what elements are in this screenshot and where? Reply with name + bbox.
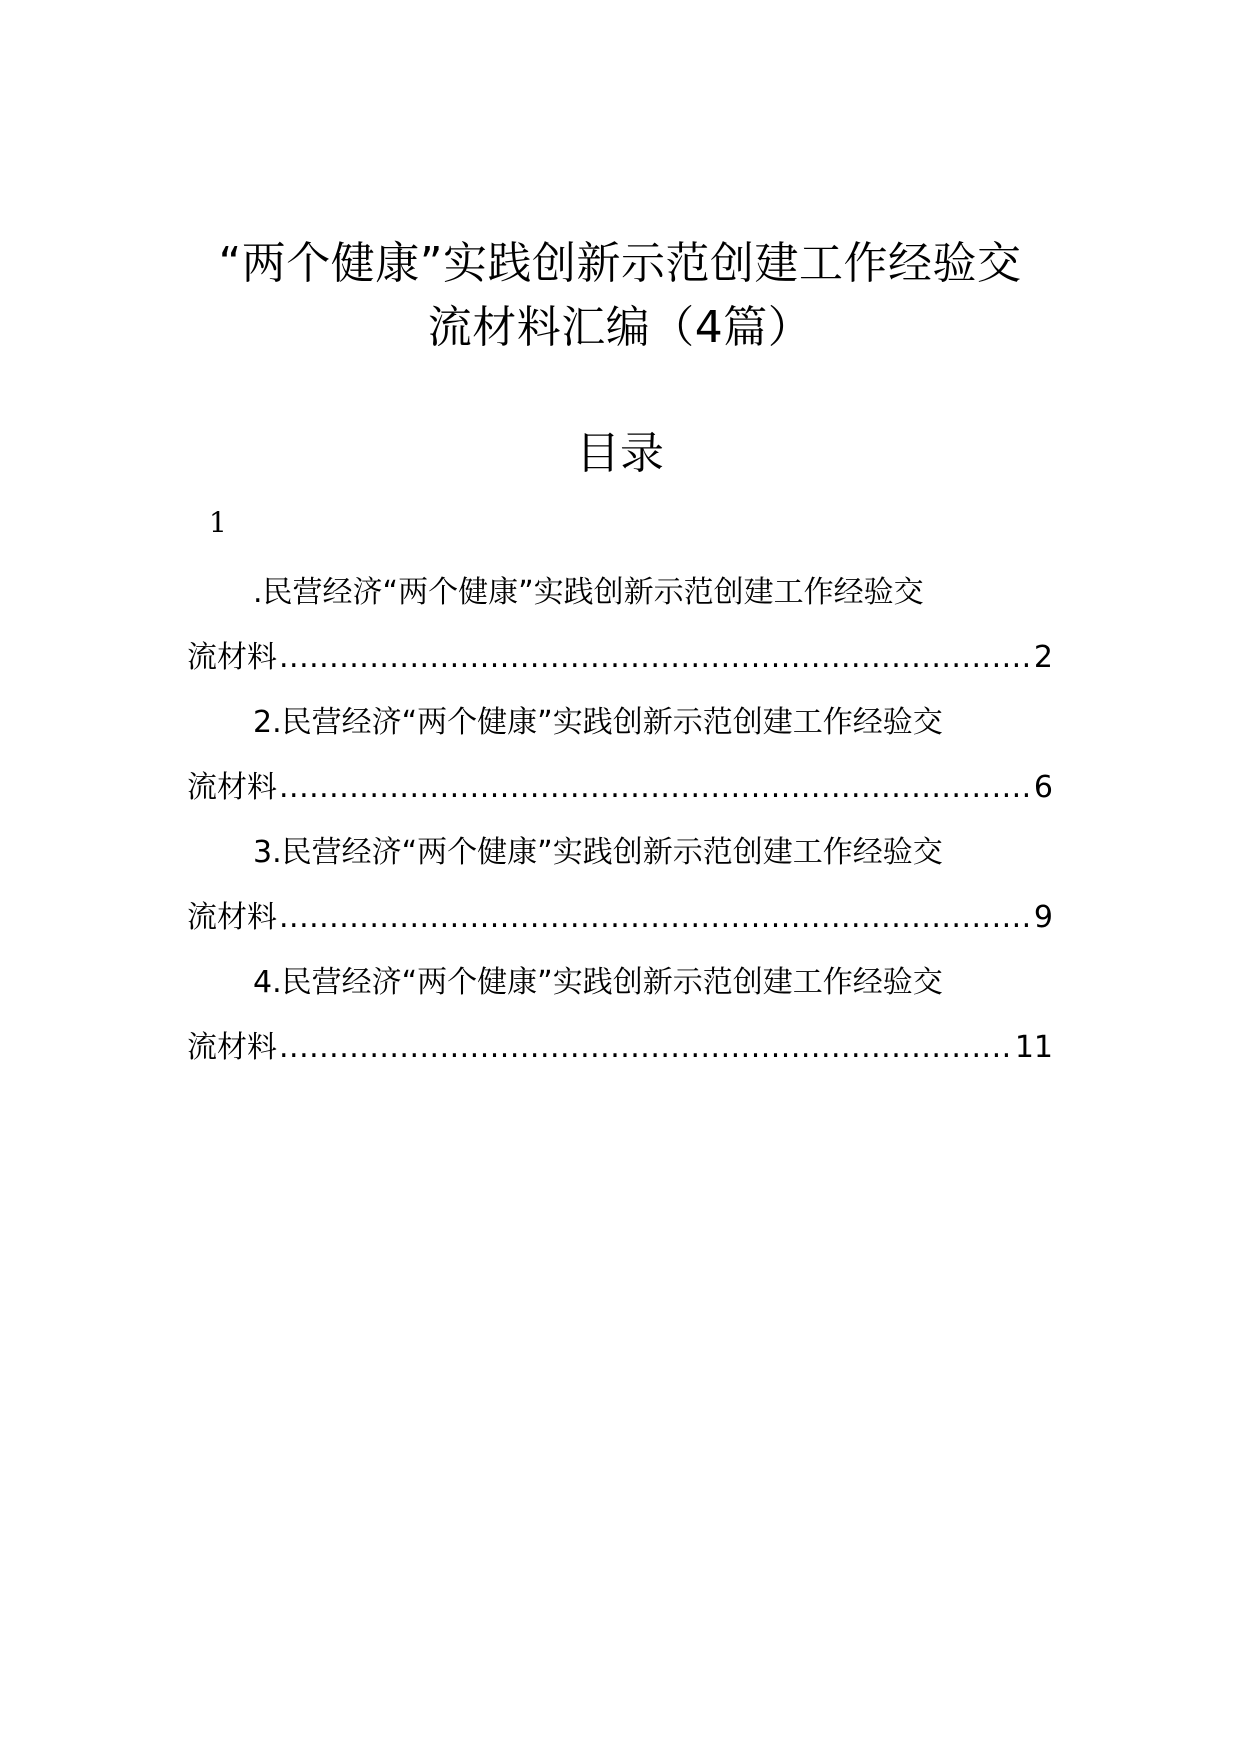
toc-entry-4[interactable] <box>187 950 1053 1080</box>
document-title-line-1: “两个健康”实践创新示范创建工作经验交 <box>218 238 1022 289</box>
toc-dot-leader <box>279 1015 1013 1080</box>
toc-entry-title: 2.民营经济“两个健康”实践创新示范创建工作经验交 <box>253 705 943 740</box>
toc-entry-title-continued: 流材料 <box>187 640 277 675</box>
toc-entry-continuation-row <box>187 625 1053 690</box>
toc-entry-title: 4.民营经济“两个健康”实践创新示范创建工作经验交 <box>253 965 943 1000</box>
toc-entry-continuation-row <box>187 1015 1053 1080</box>
toc-page-number: 6 <box>1033 770 1053 805</box>
toc-dot-leader <box>279 885 1032 950</box>
toc-entry-1[interactable] <box>187 560 1053 690</box>
toc-entry-title-continued: 流材料 <box>187 1030 277 1065</box>
toc-entry-3[interactable] <box>187 820 1053 950</box>
toc-entry-continuation-row <box>187 885 1053 950</box>
document-title-line-2: 流材料汇编（4篇） <box>427 302 813 353</box>
toc-entry-2[interactable] <box>187 690 1053 820</box>
stray-list-number: 1 <box>209 506 227 539</box>
toc-entry-title: 3.民营经济“两个健康”实践创新示范创建工作经验交 <box>253 835 943 870</box>
toc-page-number: 2 <box>1033 640 1053 675</box>
toc-entry-continuation-row <box>187 755 1053 820</box>
table-of-contents <box>187 560 1053 1080</box>
toc-entry-title: .民营经济“两个健康”实践创新示范创建工作经验交 <box>253 575 924 610</box>
toc-dot-leader <box>279 755 1032 820</box>
toc-dot-leader <box>279 625 1032 690</box>
toc-entry-title-continued: 流材料 <box>187 900 277 935</box>
toc-page-number: 11 <box>1014 1030 1053 1065</box>
toc-page-number: 9 <box>1033 900 1053 935</box>
toc-entry-title-continued: 流材料 <box>187 770 277 805</box>
toc-heading: 目录 <box>576 428 664 479</box>
